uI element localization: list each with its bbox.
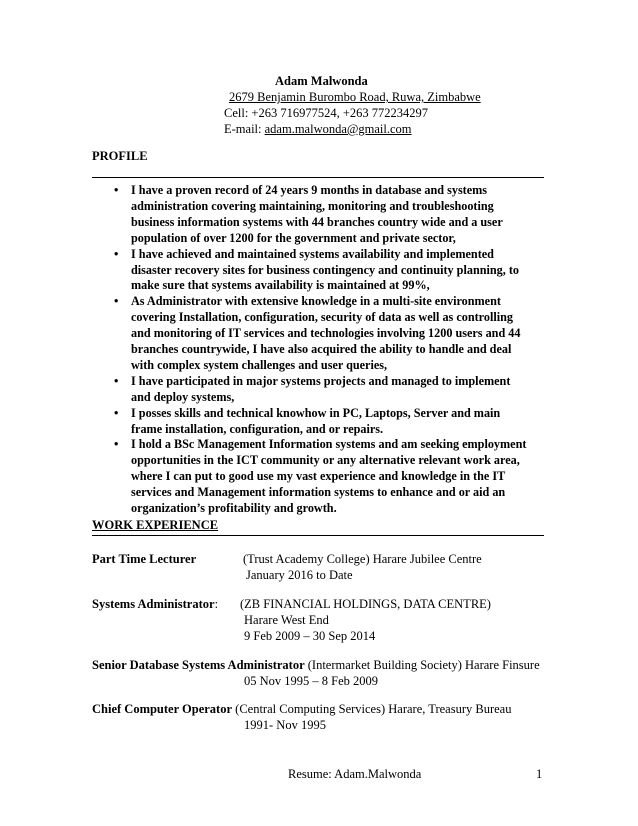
job-title-colon: :: [214, 597, 219, 611]
profile-bullet-line: administration covering maintaining, monitoring and troubleshooting: [131, 198, 494, 213]
profile-bullet-line: disaster recovery sites for business contingency and continuity planning, to: [131, 262, 519, 277]
bullet-icon: •: [114, 437, 119, 452]
profile-bullet-line: business information systems with 44 branches country wide and a user: [131, 214, 503, 229]
profile-bullet-line: As Administrator with extensive knowledge in a multi-site environment: [131, 294, 501, 309]
job-org: (Intermarket Building Society) Harare Finsure: [304, 658, 540, 672]
profile-bullet-line: opportunities in the ICT community or any alternative relevant work area,: [131, 453, 520, 468]
profile-bullet-line: services and Management information systems to enhance and or aid an: [131, 485, 506, 500]
job-dates: January 2016 to Date: [246, 568, 353, 582]
resume-name: Adam Malwonda: [275, 74, 368, 88]
profile-bullet-line: I posses skills and technical knowhow in PC, Laptops, Server and main: [131, 405, 501, 420]
profile-bullet-line: and deploy systems,: [131, 389, 235, 404]
email-link[interactable]: adam.malwonda@gmail.com: [264, 122, 412, 136]
profile-bullet-line: with complex system challenges and user queries,: [131, 357, 388, 372]
profile-bullet-line: branches countrywide, I have also acquired the ability to handle and deal: [131, 342, 512, 356]
job-dates: 05 Nov 1995 – 8 Feb 2009: [244, 674, 379, 688]
bullet-icon: •: [114, 294, 119, 309]
profile-bullet-line: I hold a BSc Management Information systems and am seeking employment: [131, 437, 527, 452]
profile-bullet-line: organization’s profitability and growth.: [131, 501, 337, 515]
job-org: (ZB FINANCIAL HOLDINGS, DATA CENTRE): [240, 597, 491, 611]
profile-bullet-line: population of over 1200 for the government and private sector,: [131, 230, 456, 245]
profile-divider: [92, 177, 544, 178]
work-experience-heading: WORK EXPERIENCE: [92, 518, 219, 532]
job-org: (Trust Academy College) Harare Jubilee Centre: [243, 552, 482, 566]
job-dates: 9 Feb 2009 – 30 Sep 2014: [244, 629, 376, 643]
profile-heading: PROFILE: [92, 149, 148, 163]
page-number: 1: [536, 767, 543, 781]
bullet-icon: •: [114, 405, 119, 420]
job-title: Part Time Lecturer: [92, 552, 197, 566]
profile-bullet-line: where I can put to good use my vast experience and knowledge in the IT: [131, 469, 506, 484]
profile-bullet-line: I have a proven record of 24 years 9 months in database and systems: [131, 183, 488, 197]
profile-bullet-line: frame installation, configuration, and or repairs.: [131, 421, 384, 436]
job-dates: 1991- Nov 1995: [244, 718, 326, 732]
cell-numbers: Cell: +263 716977524, +263 772234297: [224, 106, 429, 120]
work-divider: [92, 535, 544, 536]
address: 2679 Benjamin Burombo Road, Ruwa, Zimbabwe: [229, 90, 481, 104]
profile-bullet-line: and monitoring of IT services and technologies involving 1200 users and 44: [131, 326, 521, 341]
job-title: Chief Computer Operator: [92, 702, 233, 716]
bullet-icon: •: [114, 373, 119, 388]
job-title-line: [92, 702, 511, 717]
bullet-icon: •: [114, 246, 119, 261]
job-title: Systems Administrator: [92, 597, 215, 611]
footer-label: Resume: Adam.Malwonda: [288, 767, 422, 781]
email-line: [224, 122, 412, 137]
job-title-line: [92, 597, 218, 612]
email-label: E-mail:: [224, 122, 265, 136]
bullet-icon: •: [114, 183, 119, 197]
profile-bullet-line: make sure that systems availability is maintained at 99%,: [131, 278, 430, 293]
profile-bullet-line: I have achieved and maintained systems availability and implemented: [131, 246, 494, 261]
profile-bullet-line: covering Installation, configuration, security of data as well as controlling: [131, 310, 513, 325]
job-org: (Central Computing Services) Harare, Treasury Bureau: [232, 702, 512, 716]
job-title: Senior Database Systems Administrator: [92, 658, 305, 672]
job-title-line: [92, 658, 540, 673]
job-location: Harare West End: [244, 613, 329, 627]
profile-bullet-line: I have participated in major systems projects and managed to implement: [131, 373, 511, 388]
